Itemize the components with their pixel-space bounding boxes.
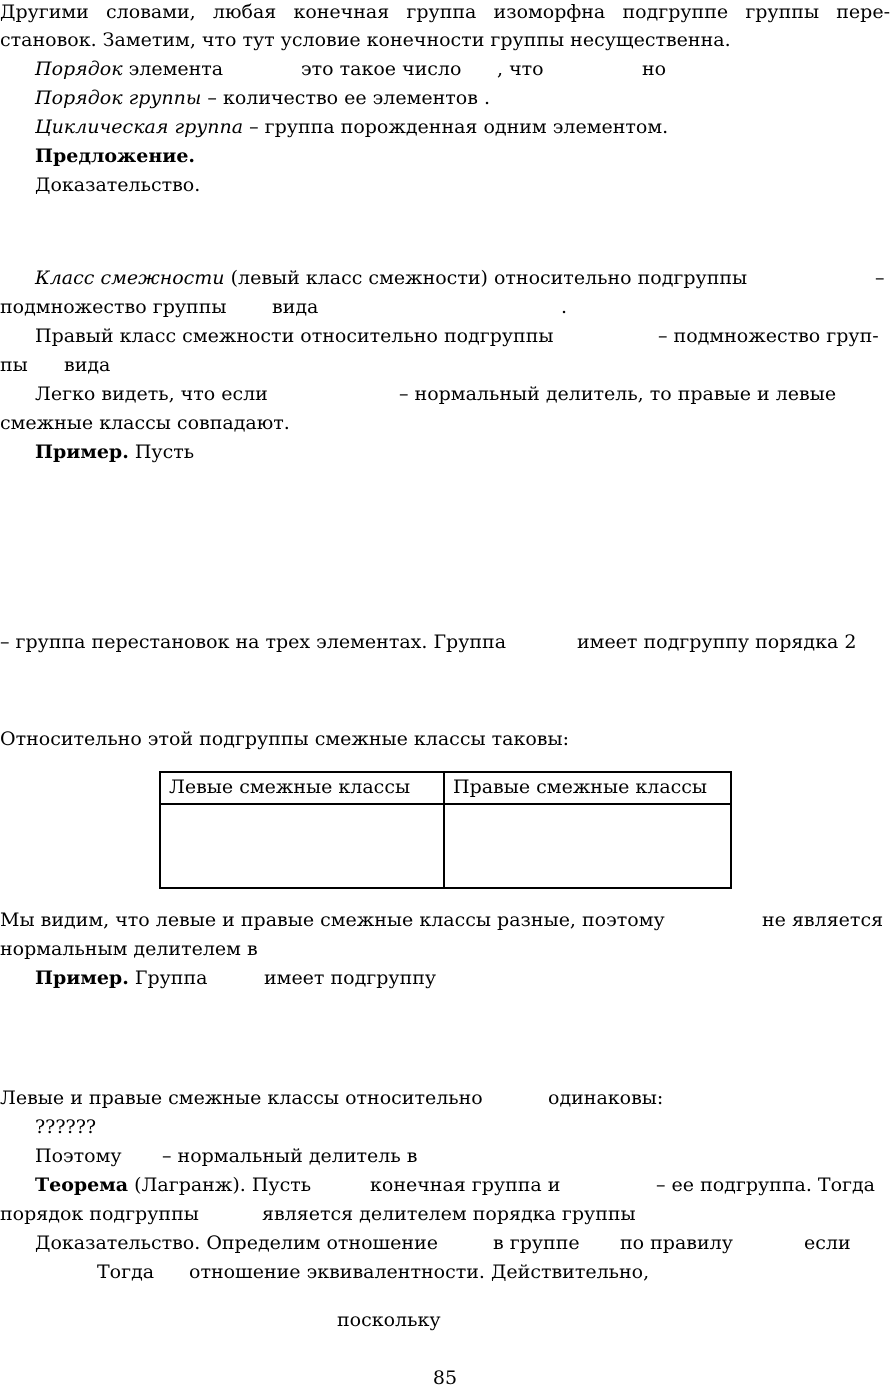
text-fragment: элемента	[128, 58, 224, 80]
text-fragment: – группа перестановок на трех элементах. Группа	[0, 631, 507, 653]
text-line: смежные классы совпадают.	[0, 412, 290, 434]
text-line: Относительно этой подгруппы смежные классы таковы:	[0, 728, 569, 750]
text-fragment: Доказательство. Определим отношение	[35, 1232, 438, 1254]
text-line: становок. Заметим, что тут условие конечности группы несущественна.	[0, 29, 731, 51]
term-group-order: Порядок группы	[35, 87, 202, 109]
text-fragment: Поэтому	[35, 1145, 122, 1167]
text-fragment: Левые и правые смежные классы относительно	[0, 1087, 483, 1109]
example-label: Пример.	[35, 967, 129, 989]
term-coset: Класс смежности	[35, 267, 225, 289]
cyclic-group-definition	[35, 115, 668, 139]
text-line: ??????	[35, 1116, 97, 1138]
text-fragment: Тогда	[97, 1261, 155, 1283]
text-fragment: вида	[64, 354, 111, 376]
right-cosets-header: Правые смежные классы	[453, 776, 708, 798]
cosets-table	[159, 771, 732, 889]
text-fragment: (Лагранж). Пусть	[134, 1174, 312, 1196]
text-fragment: но	[642, 58, 667, 80]
table-column-divider	[443, 773, 445, 887]
text-fragment: .	[561, 296, 568, 318]
text-fragment: Пусть	[134, 441, 195, 463]
text-fragment: конечная группа и	[370, 1174, 561, 1196]
left-cosets-header: Левые смежные классы	[169, 776, 411, 798]
example-heading	[35, 966, 207, 990]
text-fragment: это такое число	[301, 58, 462, 80]
example-heading	[35, 440, 194, 464]
text-fragment: вида	[272, 296, 319, 318]
page-number: 85	[432, 1367, 458, 1389]
text-fragment: в группе	[493, 1232, 580, 1254]
text-fragment: пы	[0, 354, 28, 376]
order-definition	[35, 57, 223, 81]
term-cyclic-group: Циклическая группа	[35, 116, 244, 138]
example-label: Пример.	[35, 441, 129, 463]
text-fragment: поскольку	[337, 1309, 441, 1331]
text-line: Доказательство.	[35, 174, 201, 196]
text-fragment: отношение эквивалентности. Действительно,	[189, 1261, 650, 1283]
text-fragment: , что	[497, 58, 544, 80]
text-fragment: – количество ее элементов .	[207, 87, 491, 109]
text-fragment: – нормальный делитель, то правые и левые	[399, 383, 837, 405]
proposition-label: Предложение.	[35, 145, 196, 167]
text-fragment: – подмножество груп-	[658, 325, 879, 347]
text-fragment: Мы видим, что левые и правые смежные классы разные, поэтому	[0, 909, 665, 931]
text-fragment: Легко видеть, что если	[35, 383, 268, 405]
text-fragment: – ее подгруппа. Тогда	[656, 1174, 875, 1196]
text-line: нормальным делителем в	[0, 938, 258, 960]
term-order: Порядок	[35, 58, 123, 80]
coset-definition	[35, 266, 747, 290]
text-fragment: имеет подгруппу порядка 2	[577, 631, 857, 653]
theorem-heading	[35, 1173, 311, 1197]
text-fragment: (левый класс смежности) относительно подгруппы	[230, 267, 748, 289]
text-fragment: не является	[762, 909, 884, 931]
text-fragment: одинаковы:	[548, 1087, 664, 1109]
text-line: Другими словами, любая конечная группа изоморфна подгруппе группы пере-	[0, 1, 890, 23]
group-order-definition	[35, 86, 490, 110]
text-fragment: является делителем порядка группы	[262, 1203, 636, 1225]
text-fragment: имеет подгруппу	[264, 967, 437, 989]
text-fragment: Группа	[134, 967, 208, 989]
proposition-heading	[35, 144, 195, 168]
text-fragment: если	[804, 1232, 851, 1254]
text-fragment: – группа порожденная одним элементом.	[249, 116, 669, 138]
text-fragment: порядок подгруппы	[0, 1203, 199, 1225]
text-fragment: – нормальный делитель в	[162, 1145, 418, 1167]
text-fragment: Правый класс смежности относительно подгруппы	[35, 325, 554, 347]
text-fragment: –	[875, 267, 885, 289]
theorem-label: Теорема	[35, 1174, 129, 1196]
text-fragment: подмножество группы	[0, 296, 227, 318]
text-fragment: по правилу	[620, 1232, 733, 1254]
